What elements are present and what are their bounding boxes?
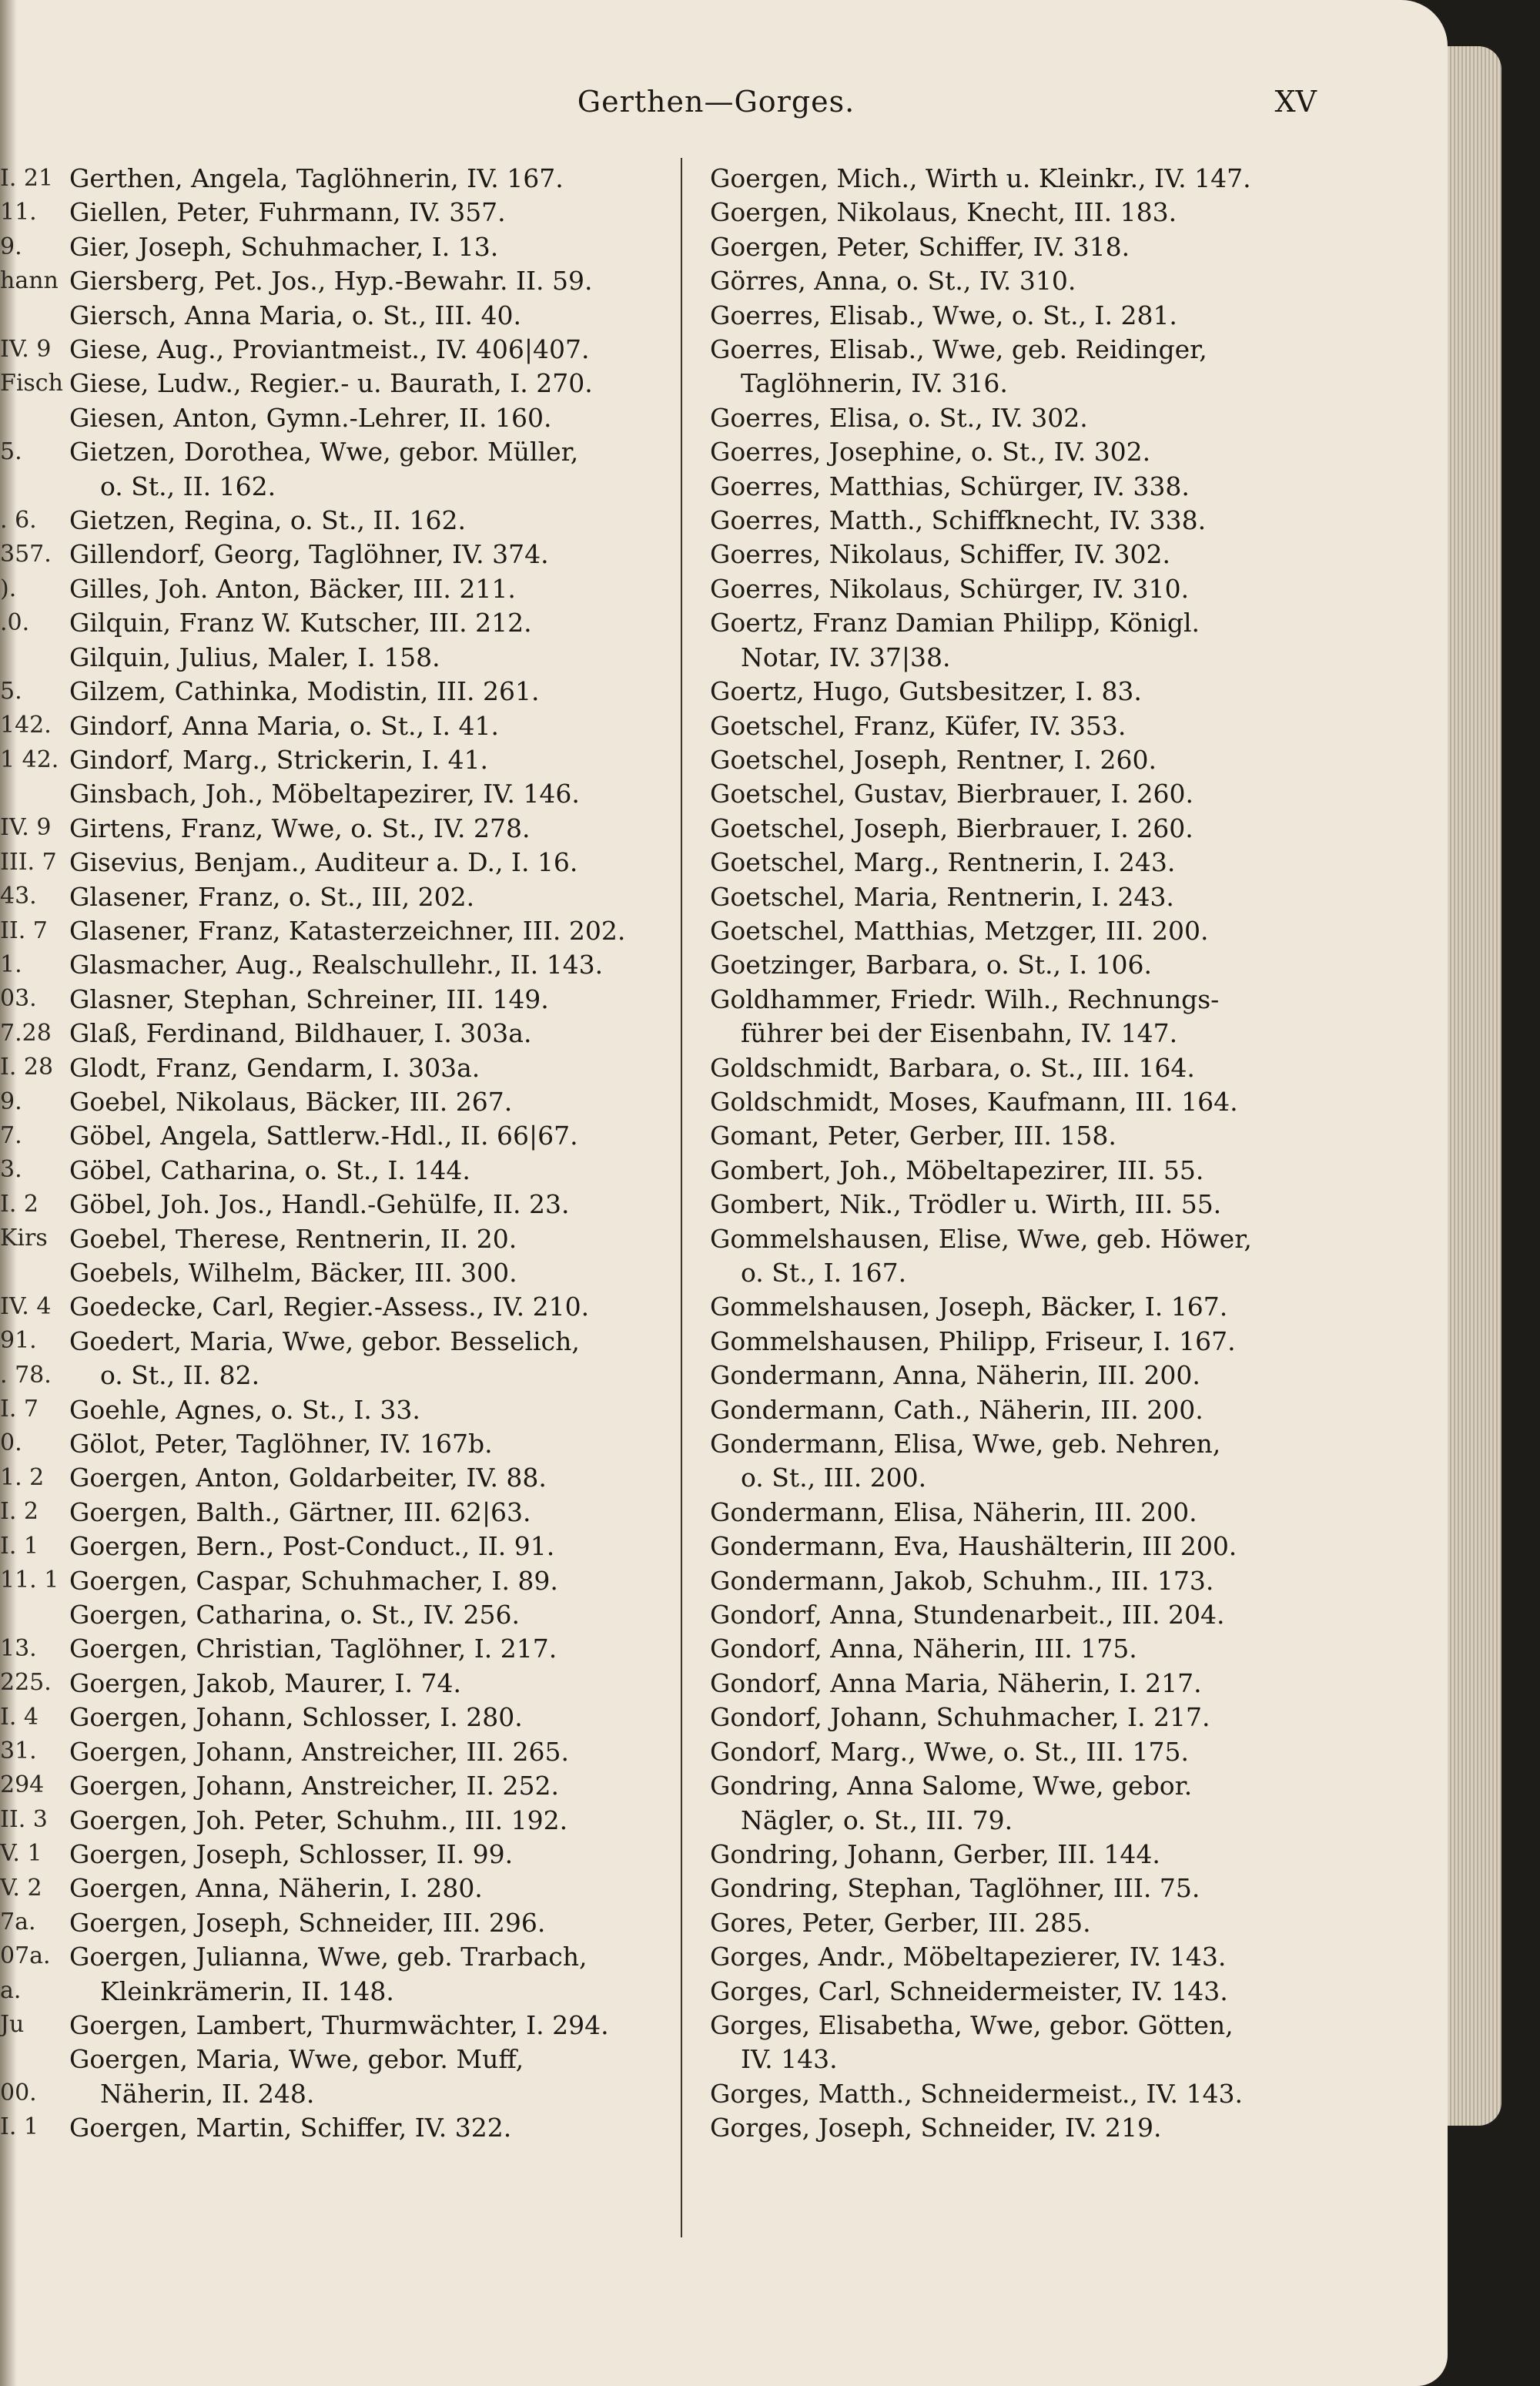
directory-entry: Gondermann, Jakob, Schuhm., III. 173. — [710, 1565, 1214, 1596]
margin-fragment: 7.28 — [0, 1019, 52, 1047]
directory-entry: Goergen, Joseph, Schlosser, II. 99. — [69, 1838, 514, 1869]
directory-entry: Glasmacher, Aug., Realschullehr., II. 143. — [69, 950, 604, 980]
directory-entry: Gondermann, Elisa, Näherin, III. 200. — [710, 1496, 1197, 1527]
directory-entry: Gilquin, Franz W. Kutscher, III. 212. — [69, 608, 532, 638]
directory-entry: Gietzen, Regina, o. St., II. 162. — [69, 505, 466, 536]
directory-entry: Goetzinger, Barbara, o. St., I. 106. — [710, 950, 1153, 980]
margin-fragment: hann — [0, 267, 59, 295]
directory-entry: Gombert, Joh., Möbeltapezirer, III. 55. — [710, 1154, 1204, 1185]
directory-entry: Gondermann, Cath., Näherin, III. 200. — [710, 1394, 1204, 1425]
directory-entry: Gerthen, Angela, Taglöhnerin, IV. 167. — [69, 163, 564, 193]
directory-entry: Goerres, Nikolaus, Schürger, IV. 310. — [710, 573, 1190, 604]
right-column — [710, 162, 1326, 2146]
margin-fragment: 294 — [0, 1771, 45, 1799]
directory-entry: Giesen, Anton, Gymn.-Lehrer, II. 160. — [69, 402, 552, 433]
column-divider — [681, 158, 682, 2237]
directory-entry: Gondring, Johann, Gerber, III. 144. — [710, 1838, 1160, 1869]
margin-fragment: 1 42. — [0, 746, 59, 773]
margin-fragment: I. 28 — [0, 1054, 54, 1081]
directory-entry: Goerres, Nikolaus, Schiffer, IV. 302. — [710, 539, 1170, 570]
margin-fragment — [0, 640, 68, 674]
margin-fragment: 91. — [0, 1327, 37, 1355]
directory-entry: Goergen, Nikolaus, Knecht, III. 183. — [710, 197, 1177, 228]
directory-entry: Girtens, Franz, Wwe, o. St., IV. 278. — [69, 813, 531, 843]
directory-entry: Giellen, Peter, Fuhrmann, IV. 357. — [69, 197, 506, 228]
directory-entry: Goetschel, Franz, Küfer, IV. 353. — [710, 710, 1127, 741]
margin-fragment: I. 1 — [0, 2113, 39, 2141]
page-edges — [1448, 46, 1502, 2126]
directory-entry: Glodt, Franz, Gendarm, I. 303a. — [69, 1052, 480, 1083]
margin-fragment: 03. — [0, 985, 37, 1013]
directory-entry: Goehle, Agnes, o. St., I. 33. — [69, 1394, 420, 1425]
margin-fragment: IV. 9 — [0, 335, 52, 363]
margin-fragment: . 78. — [0, 1361, 52, 1389]
directory-entry: Goertz, Franz Damian Philipp, Königl. — [710, 608, 1200, 638]
directory-entry: Gisevius, Benjam., Auditeur a. D., I. 16. — [69, 847, 578, 878]
directory-entry: Gondermann, Elisa, Wwe, geb. Nehren, — [710, 1429, 1221, 1459]
directory-entry: Gindorf, Marg., Strickerin, I. 41. — [69, 744, 489, 775]
margin-fragment: 11. 1 — [0, 1567, 59, 1594]
margin-fragment: 43. — [0, 883, 37, 910]
directory-entry: Giersch, Anna Maria, o. St., III. 40. — [69, 300, 521, 330]
directory-entry-continuation: Nägler, o. St., III. 79. — [741, 1805, 1013, 1835]
directory-entry: Gilzem, Cathinka, Modistin, III. 261. — [69, 676, 540, 707]
margin-fragment: I. 2 — [0, 1190, 39, 1218]
directory-entry: Glaß, Ferdinand, Bildhauer, I. 303a. — [69, 1018, 532, 1049]
page-title: Gerthen—Gorges. — [577, 85, 855, 119]
margin-fragment: V. 1 — [0, 1840, 42, 1868]
directory-entry: Gorges, Matth., Schneidermeist., IV. 143. — [710, 2078, 1243, 2109]
directory-entry: Goldschmidt, Barbara, o. St., III. 164. — [710, 1052, 1195, 1083]
directory-entry: Gores, Peter, Gerber, III. 285. — [710, 1907, 1091, 1938]
directory-entry-continuation: Taglöhnerin, IV. 316. — [741, 368, 1008, 399]
margin-fragment: 11. — [0, 199, 37, 226]
directory-entry: Gondermann, Eva, Haushälterin, III 200. — [710, 1531, 1237, 1562]
directory-entry: Gombert, Nik., Trödler u. Wirth, III. 55. — [710, 1189, 1222, 1220]
directory-entry: Glasner, Stephan, Schreiner, III. 149. — [69, 984, 549, 1014]
directory-entry: Gillendorf, Georg, Taglöhner, IV. 374. — [69, 539, 549, 570]
directory-entry: Ginsbach, Joh., Möbeltapezirer, IV. 146. — [69, 779, 580, 809]
directory-entry-continuation: IV. 143. — [741, 2044, 838, 2075]
margin-fragment — [0, 1256, 68, 1290]
margin-fragment: 13. — [0, 1634, 37, 1662]
running-header — [0, 85, 1448, 131]
margin-fragment: Fisch — [0, 370, 63, 397]
directory-entry: Gondring, Anna Salome, Wwe, gebor. — [710, 1771, 1193, 1801]
margin-fragment: 9. — [0, 1087, 22, 1115]
page-number: XV — [1274, 85, 1317, 119]
directory-entry: Gondermann, Anna, Näherin, III. 200. — [710, 1360, 1200, 1391]
directory-entry: Gommelshausen, Joseph, Bäcker, I. 167. — [710, 1292, 1228, 1322]
directory-entry: Giersberg, Pet. Jos., Hyp.-Bewahr. II. 59. — [69, 266, 593, 297]
directory-entry: Giese, Ludw., Regier.- u. Baurath, I. 270. — [69, 368, 593, 399]
directory-entry: Görres, Anna, o. St., IV. 310. — [710, 266, 1076, 297]
directory-entry: Goergen, Christian, Taglöhner, I. 217. — [69, 1634, 557, 1664]
directory-entry: Goldhammer, Friedr. Wilh., Rechnungs- — [710, 984, 1220, 1014]
directory-entry: Goergen, Johann, Anstreicher, III. 265. — [69, 1736, 570, 1767]
margin-fragment: . 6. — [0, 506, 37, 534]
margin-fragment: II. 3 — [0, 1805, 48, 1833]
directory-entry: Goergen, Julianna, Wwe, geb. Trarbach, — [69, 1942, 588, 1972]
margin-fragment: 0. — [0, 1429, 22, 1457]
margin-fragment: 3. — [0, 1156, 22, 1184]
directory-entry: Goergen, Joseph, Schneider, III. 296. — [69, 1907, 546, 1938]
directory-entry: Gondorf, Anna, Näherin, III. 175. — [710, 1634, 1137, 1664]
margin-fragment: 142. — [0, 712, 52, 739]
directory-entry: Goergen, Maria, Wwe, gebor. Muff, — [69, 2044, 524, 2075]
margin-fragment: 1. 2 — [0, 1463, 45, 1491]
directory-entry: Goergen, Bern., Post-Conduct., II. 91. — [69, 1531, 555, 1562]
margin-fragment: IV. 4 — [0, 1292, 52, 1320]
margin-fragment: ). — [0, 575, 17, 602]
margin-fragment: V. 2 — [0, 1874, 42, 1902]
directory-entry: Goergen, Martin, Schiffer, IV. 322. — [69, 2113, 512, 2143]
directory-entry: Giese, Aug., Proviantmeist., IV. 406|407. — [69, 334, 590, 365]
margin-fragment: 07a. — [0, 1942, 51, 1970]
directory-entry: Gommelshausen, Elise, Wwe, geb. Höwer, — [710, 1223, 1252, 1254]
directory-entry-continuation: Notar, IV. 37|38. — [741, 642, 951, 672]
margin-fragment — [0, 470, 68, 504]
margin-fragment: I. 7 — [0, 1396, 39, 1423]
directory-entry: Goetschel, Joseph, Rentner, I. 260. — [710, 744, 1157, 775]
directory-entry: Goergen, Johann, Schlosser, I. 280. — [69, 1702, 523, 1733]
margin-fragment: IV. 9 — [0, 814, 52, 842]
directory-entry: Gomant, Peter, Gerber, III. 158. — [710, 1121, 1116, 1151]
margin-fragment: 357. — [0, 541, 52, 568]
directory-entry-continuation: o. St., II. 162. — [100, 471, 276, 501]
directory-entry: Gindorf, Anna Maria, o. St., I. 41. — [69, 710, 500, 741]
directory-entry: Glasener, Franz, Katasterzeichner, III. 202. — [69, 915, 626, 946]
directory-entry: Goebels, Wilhelm, Bäcker, III. 300. — [69, 1258, 517, 1288]
directory-entry: Göbel, Angela, Sattlerw.-Hdl., II. 66|67. — [69, 1121, 578, 1151]
margin-fragment: I. 1 — [0, 1532, 39, 1560]
directory-entry: Gilquin, Julius, Maler, I. 158. — [69, 642, 440, 672]
margin-fragment: 225. — [0, 1669, 52, 1697]
margin-fragment: III. 7 — [0, 848, 57, 876]
directory-entry: Goedert, Maria, Wwe, gebor. Besselich, — [69, 1325, 580, 1356]
directory-entry: Goerres, Elisab., Wwe, geb. Reidinger, — [710, 334, 1207, 365]
directory-entry: Goergen, Mich., Wirth u. Kleinkr., IV. 147. — [710, 163, 1251, 193]
directory-entry: Goetschel, Gustav, Bierbrauer, I. 260. — [710, 779, 1194, 809]
directory-entry: Goertz, Hugo, Gutsbesitzer, I. 83. — [710, 676, 1142, 707]
cut-off-margin-text — [0, 162, 68, 2145]
directory-entry: Gorges, Elisabetha, Wwe, gebor. Götten, — [710, 2009, 1234, 2040]
margin-fragment: I. 21 — [0, 165, 54, 192]
margin-fragment — [0, 401, 68, 435]
left-column — [69, 162, 654, 2146]
margin-fragment: 5. — [0, 438, 22, 466]
directory-entry: Goergen, Johann, Anstreicher, II. 252. — [69, 1771, 559, 1801]
directory-entry-continuation: Näherin, II. 248. — [100, 2078, 315, 2109]
margin-fragment: 7. — [0, 1121, 22, 1149]
margin-fragment: I. 4 — [0, 1703, 39, 1731]
directory-entry: Goerres, Josephine, o. St., IV. 302. — [710, 437, 1151, 467]
directory-entry: Gondorf, Marg., Wwe, o. St., III. 175. — [710, 1736, 1189, 1767]
margin-fragment: 5. — [0, 677, 22, 705]
margin-fragment: .0. — [0, 609, 30, 637]
directory-entry: Goerres, Matthias, Schürger, IV. 338. — [710, 471, 1190, 501]
directory-entry-continuation: o. St., II. 82. — [100, 1360, 260, 1391]
margin-fragment — [0, 299, 68, 333]
margin-fragment: 9. — [0, 233, 22, 260]
directory-entry: Gier, Joseph, Schuhmacher, I. 13. — [69, 231, 499, 262]
margin-fragment — [0, 1597, 68, 1631]
directory-entry: Glasener, Franz, o. St., III, 202. — [69, 881, 475, 912]
directory-entry: Göbel, Joh. Jos., Handl.-Gehülfe, II. 23. — [69, 1189, 570, 1220]
directory-entry: Goerres, Matth., Schiffknecht, IV. 338. — [710, 505, 1207, 536]
directory-entry-continuation: o. St., I. 167. — [741, 1258, 907, 1288]
directory-entry: Goergen, Anton, Goldarbeiter, IV. 88. — [69, 1463, 547, 1493]
margin-fragment: 31. — [0, 1737, 37, 1764]
directory-entry: Gietzen, Dorothea, Wwe, gebor. Müller, — [69, 437, 579, 467]
directory-entry: Gilles, Joh. Anton, Bäcker, III. 211. — [69, 573, 516, 604]
margin-fragment: a. — [0, 1976, 22, 2004]
directory-entry: Gorges, Joseph, Schneider, IV. 219. — [710, 2113, 1162, 2143]
directory-entry: Goetschel, Maria, Rentnerin, I. 243. — [710, 881, 1174, 912]
margin-fragment — [0, 777, 68, 811]
directory-entry: Göbel, Catharina, o. St., I. 144. — [69, 1154, 470, 1185]
margin-fragment: II. 7 — [0, 917, 48, 944]
directory-entry-continuation: führer bei der Eisenbahn, IV. 147. — [741, 1018, 1178, 1049]
directory-entry: Goergen, Joh. Peter, Schuhm., III. 192. — [69, 1805, 568, 1835]
directory-entry: Goergen, Caspar, Schuhmacher, I. 89. — [69, 1565, 558, 1596]
directory-entry: Gondorf, Anna, Stundenarbeit., III. 204. — [710, 1600, 1225, 1630]
margin-fragment: Ju — [0, 2011, 25, 2039]
directory-entry: Goebel, Therese, Rentnerin, II. 20. — [69, 1223, 517, 1254]
directory-entry: Goerres, Elisab., Wwe, o. St., I. 281. — [710, 300, 1177, 330]
directory-entry: Goerres, Elisa, o. St., IV. 302. — [710, 402, 1088, 433]
directory-entry: Goldschmidt, Moses, Kaufmann, III. 164. — [710, 1086, 1238, 1117]
margin-fragment — [0, 2042, 68, 2076]
directory-entry: Gorges, Carl, Schneidermeister, IV. 143. — [710, 1975, 1228, 2006]
directory-entry: Goergen, Peter, Schiffer, IV. 318. — [710, 231, 1130, 262]
directory-entry-continuation: Kleinkrämerin, II. 148. — [100, 1975, 394, 2006]
directory-entry: Goebel, Nikolaus, Bäcker, III. 267. — [69, 1086, 513, 1117]
margin-fragment: 00. — [0, 2079, 37, 2106]
directory-entry: Goetschel, Joseph, Bierbrauer, I. 260. — [710, 813, 1194, 843]
directory-entry: Goetschel, Marg., Rentnerin, I. 243. — [710, 847, 1176, 878]
margin-fragment: 7a. — [0, 1908, 36, 1935]
directory-entry: Goetschel, Matthias, Metzger, III. 200. — [710, 915, 1209, 946]
margin-fragment: I. 2 — [0, 1498, 39, 1526]
directory-entry: Gondorf, Johann, Schuhmacher, I. 217. — [710, 1702, 1210, 1733]
directory-entry: Gondorf, Anna Maria, Näherin, I. 217. — [710, 1667, 1202, 1698]
directory-entry: Goergen, Catharina, o. St., IV. 256. — [69, 1600, 520, 1630]
directory-entry: Gölot, Peter, Taglöhner, IV. 167b. — [69, 1429, 493, 1459]
margin-fragment: Kirs — [0, 1225, 48, 1252]
margin-fragment: 1. — [0, 950, 22, 978]
directory-entry: Goergen, Lambert, Thurmwächter, I. 294. — [69, 2009, 609, 2040]
directory-entry: Goergen, Balth., Gärtner, III. 62|63. — [69, 1496, 531, 1527]
directory-entry: Gorges, Andr., Möbeltapezierer, IV. 143. — [710, 1942, 1227, 1972]
directory-entry: Gondring, Stephan, Taglöhner, III. 75. — [710, 1873, 1200, 1904]
directory-entry-continuation: o. St., III. 200. — [741, 1463, 927, 1493]
directory-entry: Goedecke, Carl, Regier.-Assess., IV. 210. — [69, 1292, 590, 1322]
directory-entry: Gommelshausen, Philipp, Friseur, I. 167. — [710, 1325, 1236, 1356]
directory-entry: Goergen, Anna, Näherin, I. 280. — [69, 1873, 483, 1904]
directory-entry: Goergen, Jakob, Maurer, I. 74. — [69, 1667, 461, 1698]
